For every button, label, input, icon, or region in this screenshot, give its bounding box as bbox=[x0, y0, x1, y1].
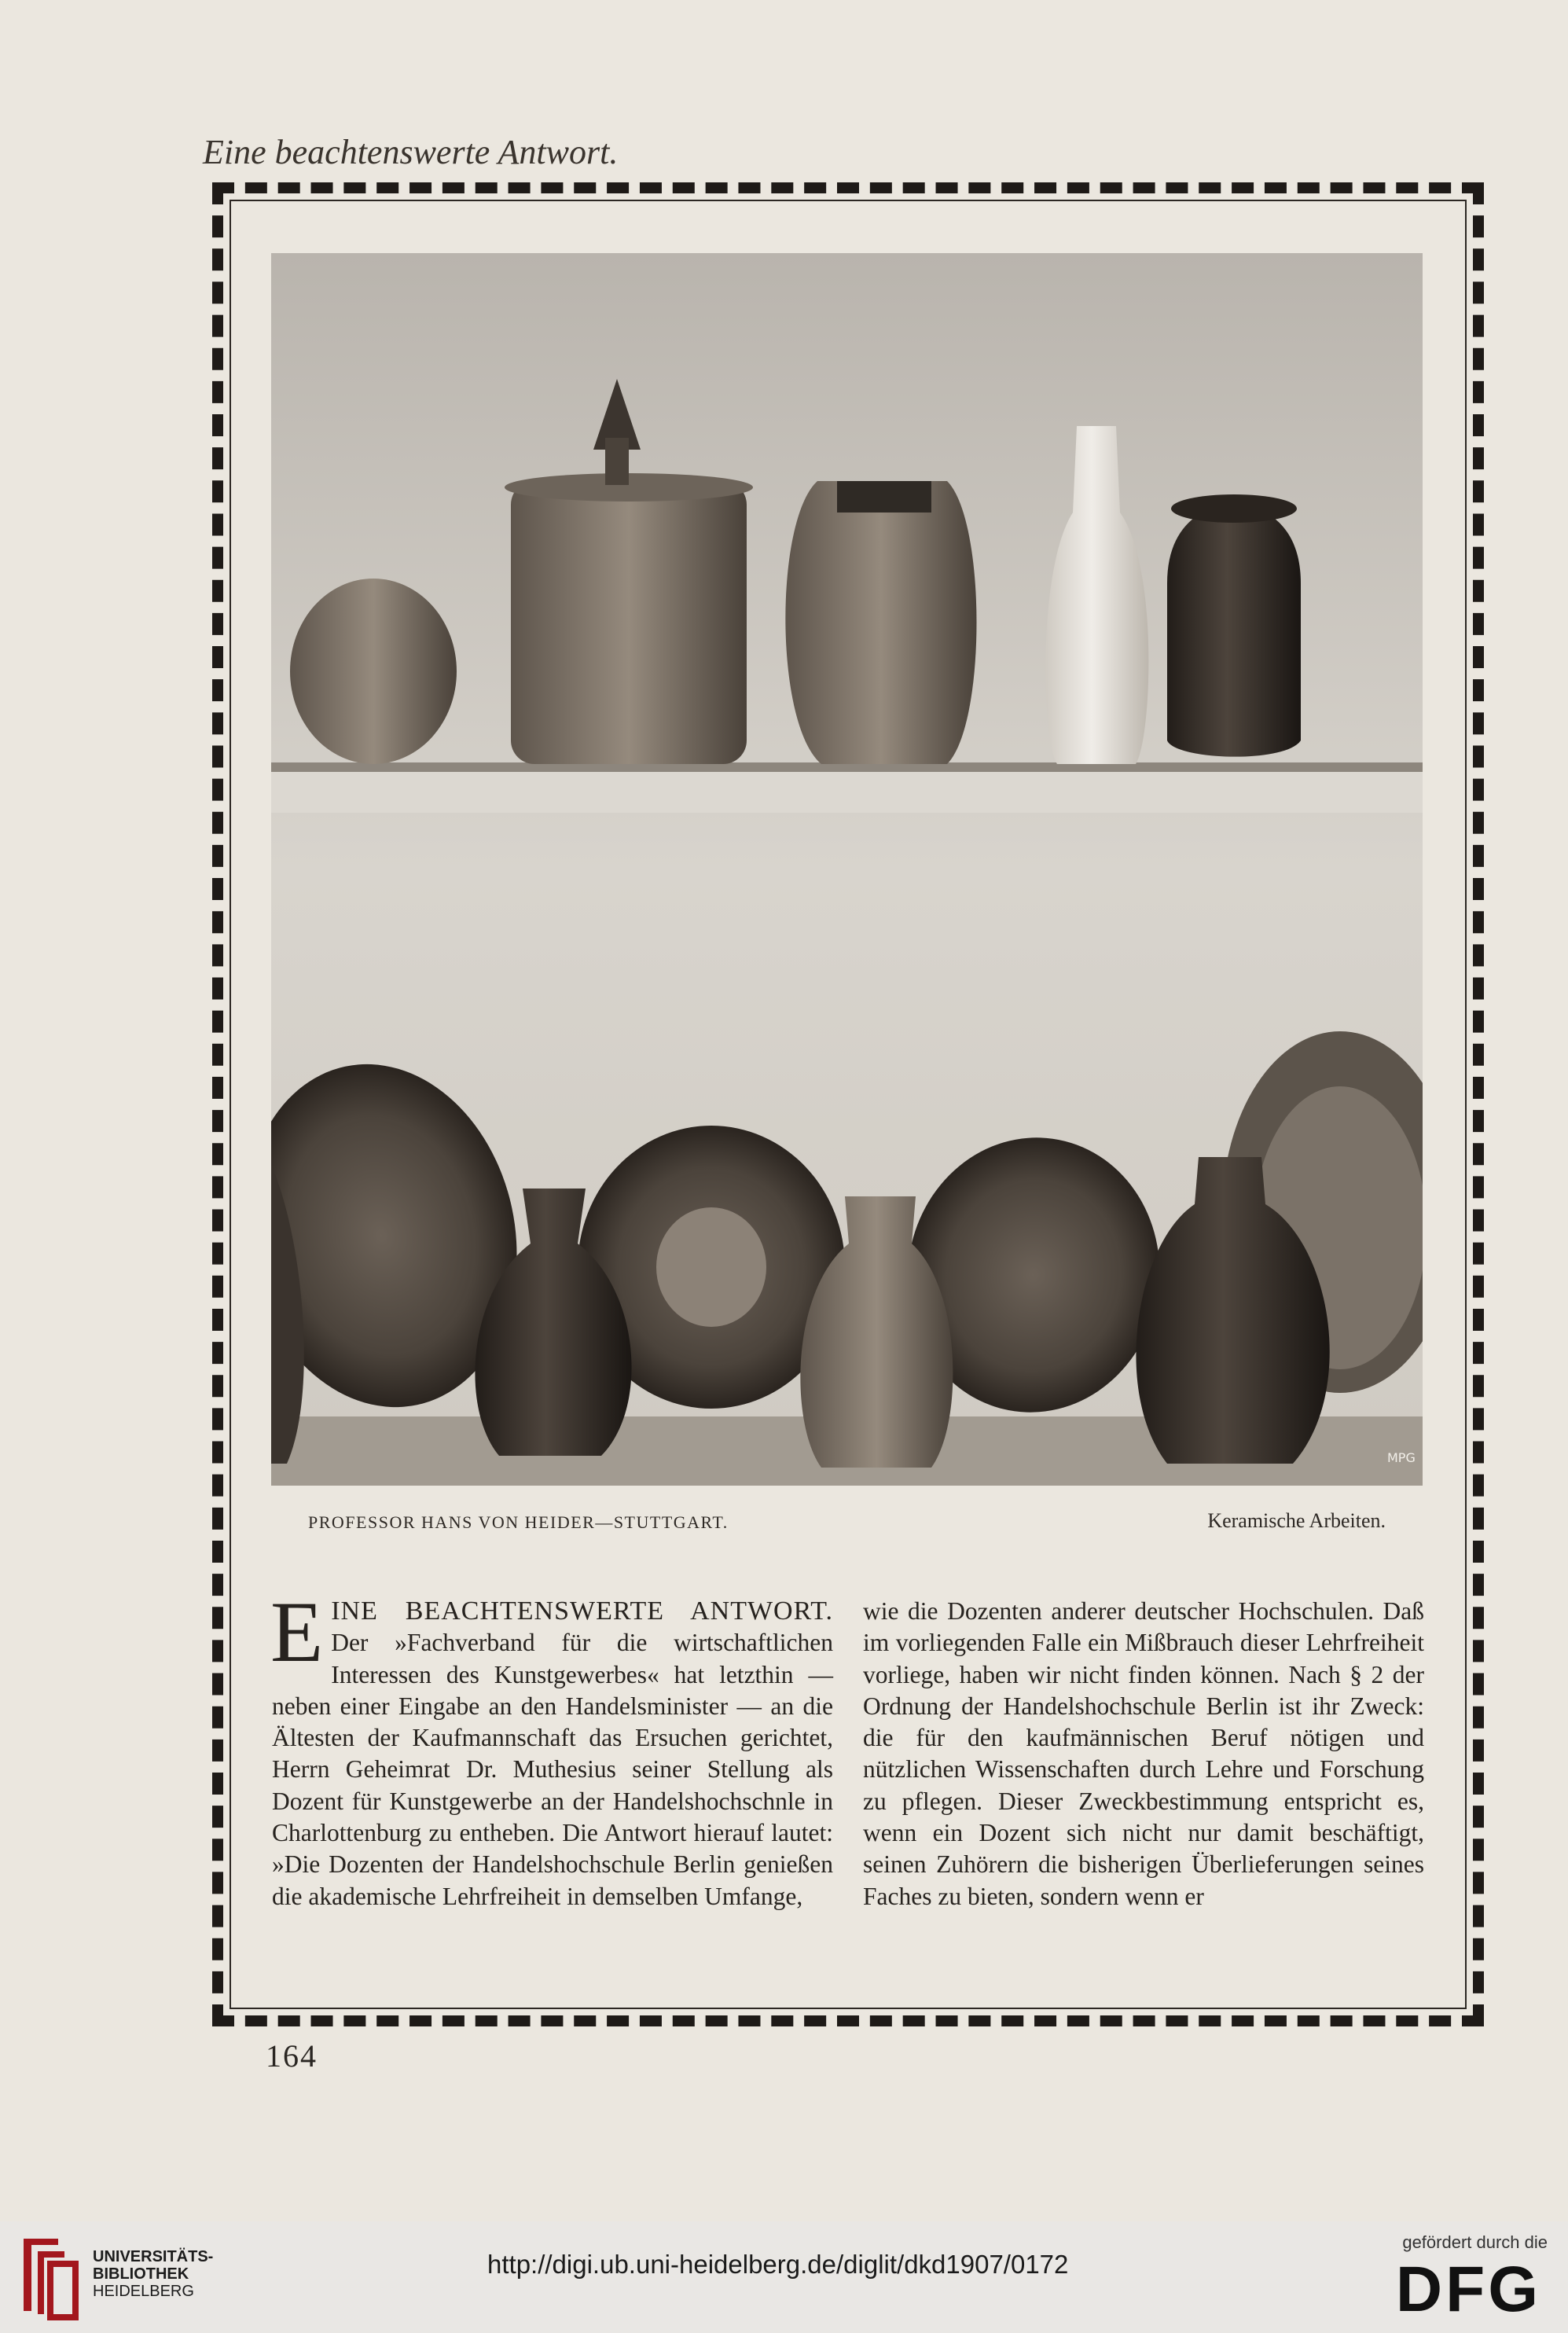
dfg-logo[interactable]: DFG bbox=[1395, 2254, 1541, 2325]
permalink-url[interactable]: http://digi.ub.uni-heidelberg.de/diglit/dkd1907/0172 bbox=[487, 2250, 1069, 2279]
caption-artist: PROFESSOR HANS VON HEIDER—STUTTGART. bbox=[308, 1512, 729, 1532]
photo-monogram: MPG bbox=[1387, 1450, 1416, 1465]
article-text-left: Der »Fachverband für die wirtschaftlichen Interessen des Kunstgewerbes« hat letzthin — neben einer Eingabe an den Handelsminister — an die Ältesten der Kaufmannschaft das Ersuchen gerichtet, Herrn Geheimrat Dr. Muthesius seiner Stellung als Dozent für Kunstgewerbe an der Handelshochschnle in Charlottenburg zu entheben. Die Antwort hierauf lautet: »Die Dozenten der Handelshochschule Berlin genießen die akademische Lehrfreiheit in demselben Umfange, bbox=[272, 1629, 833, 1910]
article-column-left bbox=[270, 1584, 833, 1912]
drop-cap: E bbox=[270, 1584, 324, 1680]
university-library-logo-icon[interactable] bbox=[16, 2232, 80, 2320]
article-heading: INE BEACHTENSWERTE ANTWORT. bbox=[331, 1596, 833, 1626]
article-column-right: wie die Dozenten anderer deutscher Hochschulen. Daß im vorliegenden Falle ein Mißbrauch dieser Lehrfreiheit vorliege, haben wir nicht finden können. Nach § 2 der Ordnung der Handelshochschule Berlin ist ihr Zweck: die für den kaufmännischen Beruf nötigen und nützlichen Wissenschaften durch Lehre und Forschung zu pflegen. Dieser Zweckbestimmung entspricht es, wenn ein Dozent sich nicht nur damit beschäftigt, seinen Zuhörern die bisherigen Überlieferungen seines Faches zu bieten, sondern wenn er bbox=[863, 1597, 1424, 1910]
funded-by-label: gefördert durch die bbox=[1402, 2232, 1548, 2252]
ceramics-photograph bbox=[271, 253, 1423, 1486]
library-name[interactable]: UNIVERSITÄTS- BIBLIOTHEK HEIDELBERG bbox=[93, 2248, 214, 2300]
caption-title: Keramische Arbeiten. bbox=[1207, 1509, 1386, 1532]
page-number: 164 bbox=[266, 2038, 318, 2074]
running-head: Eine beachtenswerte Antwort. bbox=[203, 133, 619, 171]
